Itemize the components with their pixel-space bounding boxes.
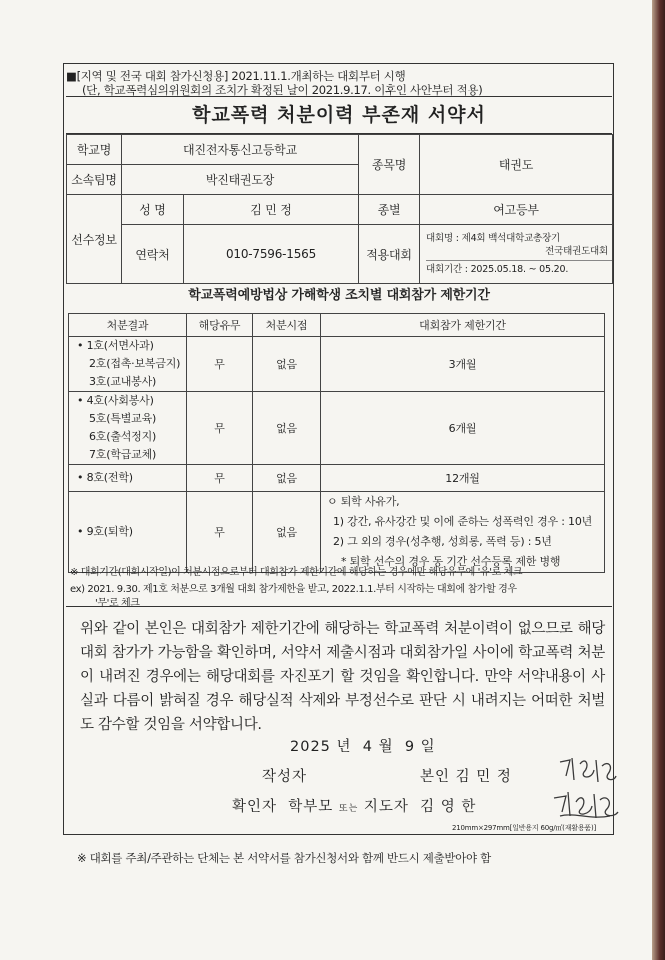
confirmer-line: [232, 795, 476, 816]
tournament-name-line2: 전국태권도대회: [545, 246, 609, 257]
tournament-period: 대회기간 : 2025.05.18. ~ 05.20.: [426, 260, 612, 276]
note-3: '무'로 체크: [95, 598, 140, 609]
limit-line: * 퇴학 선수의 경우 동 기간 선수등록 제한 병행: [341, 555, 561, 568]
note-2: ex) 2021. 9.30. 제1호 처분으로 3개월 대회 참가제한을 받고, 2022.1.1.부터 시작하는 대회에 참가할 경우: [70, 584, 517, 595]
result-cell: [69, 337, 187, 392]
or-label: 또는: [338, 804, 359, 814]
result-item: 3호(교내봉사): [89, 375, 157, 388]
timing-cell: 없음: [253, 465, 321, 492]
signature-coach: [550, 786, 620, 822]
document-title: 학교폭력 처분이력 부존재 서약서: [66, 96, 612, 134]
contact-label: 연락처: [122, 225, 184, 284]
background-edge: [652, 0, 665, 960]
table-row: [69, 465, 605, 492]
result-cell: • 8호(전학): [69, 465, 187, 492]
notice-line-2: (단, 학교폭력심의위원회의 조치가 확정된 날이 2021.9.17. 이후인 사안부터 적용): [82, 83, 483, 97]
date-day: 9: [404, 739, 416, 755]
school-label: 학교명: [67, 135, 122, 165]
timing-cell: 없음: [253, 492, 321, 573]
signature-stroke: [560, 758, 616, 782]
parent-label: 학부모: [288, 799, 334, 815]
self-name: 김 민 정: [455, 769, 512, 785]
result-cell: • 9호(퇴학): [69, 492, 187, 573]
submission-note: ※ 대회를 주최/주관하는 단체는 본 서약서를 참가신청서와 함께 반드시 제출받아야 함: [77, 851, 491, 865]
name-value: 김 민 정: [184, 195, 359, 225]
player-info-label: 선수정보: [67, 195, 122, 284]
date-day-unit: 일: [420, 739, 436, 755]
result-item: • 1호(서면사과): [77, 339, 154, 352]
timing-cell: 없음: [253, 337, 321, 392]
tournament-label: 적용대회: [359, 225, 420, 284]
self-signature-line: [420, 765, 512, 786]
limit-line: 2) 그 외의 경우(성추행, 성희롱, 폭력 등) : 5년: [333, 535, 552, 548]
result-item: 7호(학급교체): [89, 448, 157, 461]
table-row: [69, 337, 605, 392]
tournament-name-line1: 대회명 : 제4회 백석대학교총장기: [426, 233, 561, 244]
name-label: 성 명: [122, 195, 184, 225]
notice-line-1: ■[지역 및 전국 대회 참가신청용] 2021.11.1.개최하는 대회부터 시행: [66, 69, 406, 83]
limit-cell: 12개월: [321, 465, 605, 492]
limit-cell: 6개월: [321, 392, 605, 465]
coach-label: 지도자: [363, 799, 409, 815]
divider: [66, 606, 612, 607]
contact-value: 010-7596-1565: [184, 225, 359, 284]
result-cell: [69, 392, 187, 465]
category-value: 여고등부: [420, 195, 613, 225]
date-year: 2025: [290, 739, 331, 755]
date-month-unit: 월: [378, 739, 394, 755]
tournament-info: [420, 225, 613, 284]
limit-line: 1) 강간, 유사강간 및 이에 준하는 성폭력인 경우 : 10년: [333, 515, 593, 528]
header-limit: 대회참가 제한기간: [321, 314, 605, 337]
writer-label: 작성자: [262, 769, 308, 785]
limit-cell: [321, 492, 605, 573]
event-label: 종목명: [359, 135, 420, 195]
header-applicable: 해당유무: [187, 314, 253, 337]
date-year-unit: 년: [336, 739, 352, 755]
result-item: 2호(접촉·보복금지): [89, 357, 181, 370]
applicable-cell: 무: [187, 392, 253, 465]
pledge-text: 위와 같이 본인은 대회참가 제한기간에 해당하는 학교폭력 처분이력이 없으므로 해당 대회 참가가 가능함을 확인하며, 서약서 제출시점과 대회참가일 사이에 학교폭력 처분이 내려진 경우에는 해당대회를 자진포기 할 것임을 확인합니다. 만약 서약내용이 사실과 다름이 밝혀질 경우 해당실적 삭제와 부정선수로 판단 시 내려지는 어떠한 처벌도 감수할 것임을 서약합니다.: [80, 621, 605, 733]
confirmer-label: 확인자: [232, 799, 278, 815]
limit-cell: 3개월: [321, 337, 605, 392]
coach-name: 김 영 한: [420, 799, 477, 815]
restriction-subtitle: 학교폭력예방법상 가해학생 조치별 대회참가 제한기간: [188, 288, 490, 303]
result-item: • 4호(사회봉사): [77, 394, 154, 407]
self-label: 본인: [420, 769, 451, 785]
applicable-cell: 무: [187, 465, 253, 492]
restriction-header-row: [69, 314, 605, 337]
team-value: 박진태권도장: [122, 165, 359, 195]
event-value: 태권도: [420, 135, 613, 195]
timing-cell: 없음: [253, 392, 321, 465]
applicable-cell: 무: [187, 492, 253, 573]
header-timing: 처분시점: [253, 314, 321, 337]
note-1: ※ 대회기간(대회시작일)이 처분시점으로부터 대회참가 제한기간에 해당하는 경우에만 해당유무에 '유'로 체크: [70, 567, 523, 578]
signature-self: [556, 752, 618, 790]
paper-spec-note: 210mm×297mm[일반용지 60g/㎡(재활용품)]: [452, 824, 597, 832]
result-item: 5호(특별교육): [89, 412, 157, 425]
result-item: 6호(출석정지): [89, 430, 157, 443]
limit-line: ㅇ 퇴학 사유가,: [327, 495, 400, 508]
school-value: 대진전자통신고등학교: [122, 135, 359, 165]
pledge-date: [290, 735, 436, 756]
category-label: 종별: [359, 195, 420, 225]
player-info-table: [66, 134, 613, 284]
signature-stroke: [554, 792, 618, 818]
table-row: [69, 492, 605, 573]
team-label: 소속팀명: [67, 165, 122, 195]
table-row: [69, 392, 605, 465]
applicable-cell: 무: [187, 337, 253, 392]
header-result: 처분결과: [69, 314, 187, 337]
restriction-table: [68, 313, 605, 573]
date-month: 4: [362, 739, 373, 755]
